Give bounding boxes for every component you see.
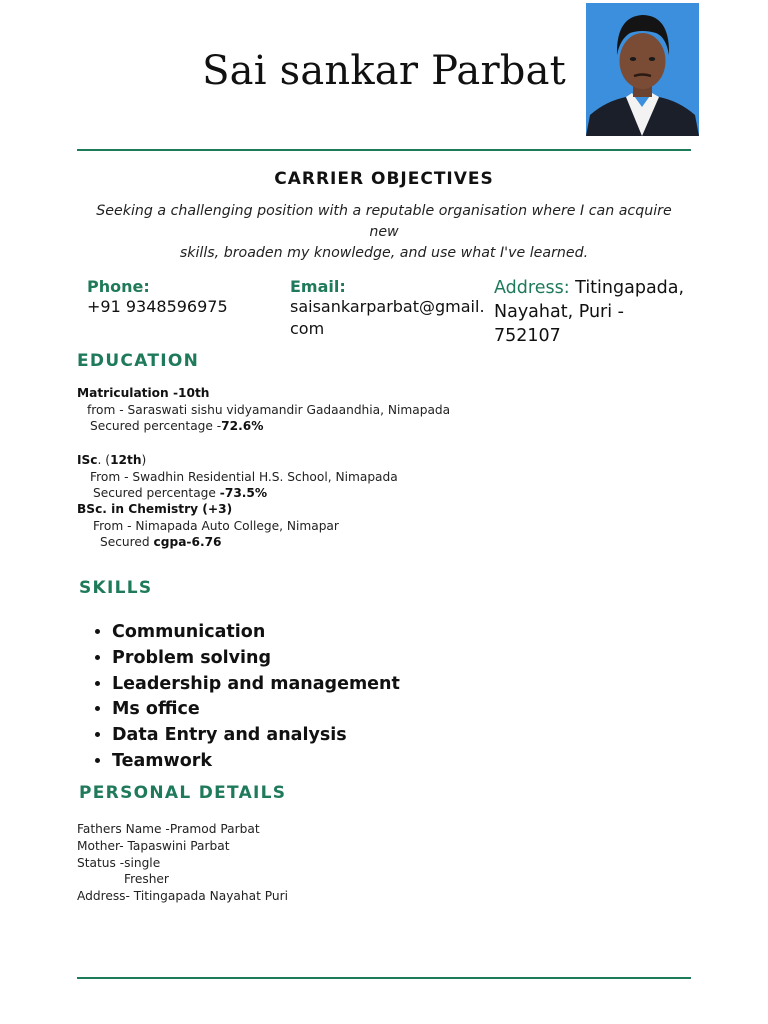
education-item-isc xyxy=(77,452,398,502)
personal-line-mother: Mother- Tapaswini Parbat xyxy=(77,838,230,853)
address-label: Address: xyxy=(494,278,570,298)
top-divider xyxy=(77,149,691,151)
skills-list xyxy=(78,620,400,775)
skill-item: • Problem solving xyxy=(112,646,400,672)
skill-item: • Leadership and management xyxy=(112,672,400,698)
candidate-name: Sai sankar Parbat xyxy=(202,48,566,94)
education-title: Matriculation -10th xyxy=(77,386,210,400)
personal-line-status: Status -single xyxy=(77,855,161,870)
objectives-text xyxy=(86,201,682,264)
personal-line-fresher: Fresher xyxy=(124,872,169,887)
email-value-line-2: com xyxy=(290,319,325,338)
skills-heading: SKILLS xyxy=(79,578,153,598)
email-value-line-1: saisankarparbat@gmail. xyxy=(290,297,485,316)
personal-line-address: Address- Titingapada Nayahat Puri xyxy=(77,889,289,904)
address-line-3: 752107 xyxy=(494,326,561,346)
education-from: From - Nimapada Auto College, Nimapar xyxy=(93,518,339,533)
skill-item: • Data Entry and analysis xyxy=(112,723,400,749)
email-label: Email: xyxy=(290,277,346,296)
address-line-2: Nayahat, Puri - xyxy=(494,302,624,322)
objectives-heading: CARRIER OBJECTIVES xyxy=(274,169,494,189)
bottom-divider xyxy=(77,977,691,979)
education-secured: Secured percentage -73.5% xyxy=(93,486,268,501)
education-item-bsc xyxy=(77,501,339,551)
objectives-line-2: skills, broaden my knowledge, and use what I've learned. xyxy=(179,245,589,261)
personal-line-father: Fathers Name -Pramod Parbat xyxy=(77,822,260,836)
contact-email xyxy=(290,277,485,340)
skill-item: • Teamwork xyxy=(112,749,400,775)
education-from: from - Saraswati sishu vidyamandir Gadaandhia, Nimapada xyxy=(87,402,451,417)
address-line-1: Titingapada, xyxy=(575,278,685,298)
education-item-matriculation xyxy=(77,385,450,435)
education-secured: Secured percentage -72.6% xyxy=(90,419,264,434)
objectives-line-1: Seeking a challenging position with a reputable organisation where I can acquire new xyxy=(96,203,672,240)
contact-phone xyxy=(87,277,228,318)
education-title: BSc. in Chemistry (+3) xyxy=(77,502,233,516)
education-secured: Secured cgpa-6.76 xyxy=(100,535,222,550)
skill-item: • Ms office xyxy=(112,697,400,723)
skill-item: • Communication xyxy=(112,620,400,646)
education-heading: EDUCATION xyxy=(77,351,200,371)
profile-photo xyxy=(586,3,699,136)
personal-details-heading: PERSONAL DETAILS xyxy=(79,783,287,803)
education-title: ISc. (12th) xyxy=(77,453,147,467)
phone-label: Phone: xyxy=(87,277,150,296)
education-from: From - Swadhin Residential H.S. School, Nimapada xyxy=(90,469,398,484)
contact-address xyxy=(494,276,694,348)
personal-details-block xyxy=(77,821,288,905)
phone-value: +91 9348596975 xyxy=(87,297,228,316)
avatar-portrait-icon xyxy=(586,3,699,136)
